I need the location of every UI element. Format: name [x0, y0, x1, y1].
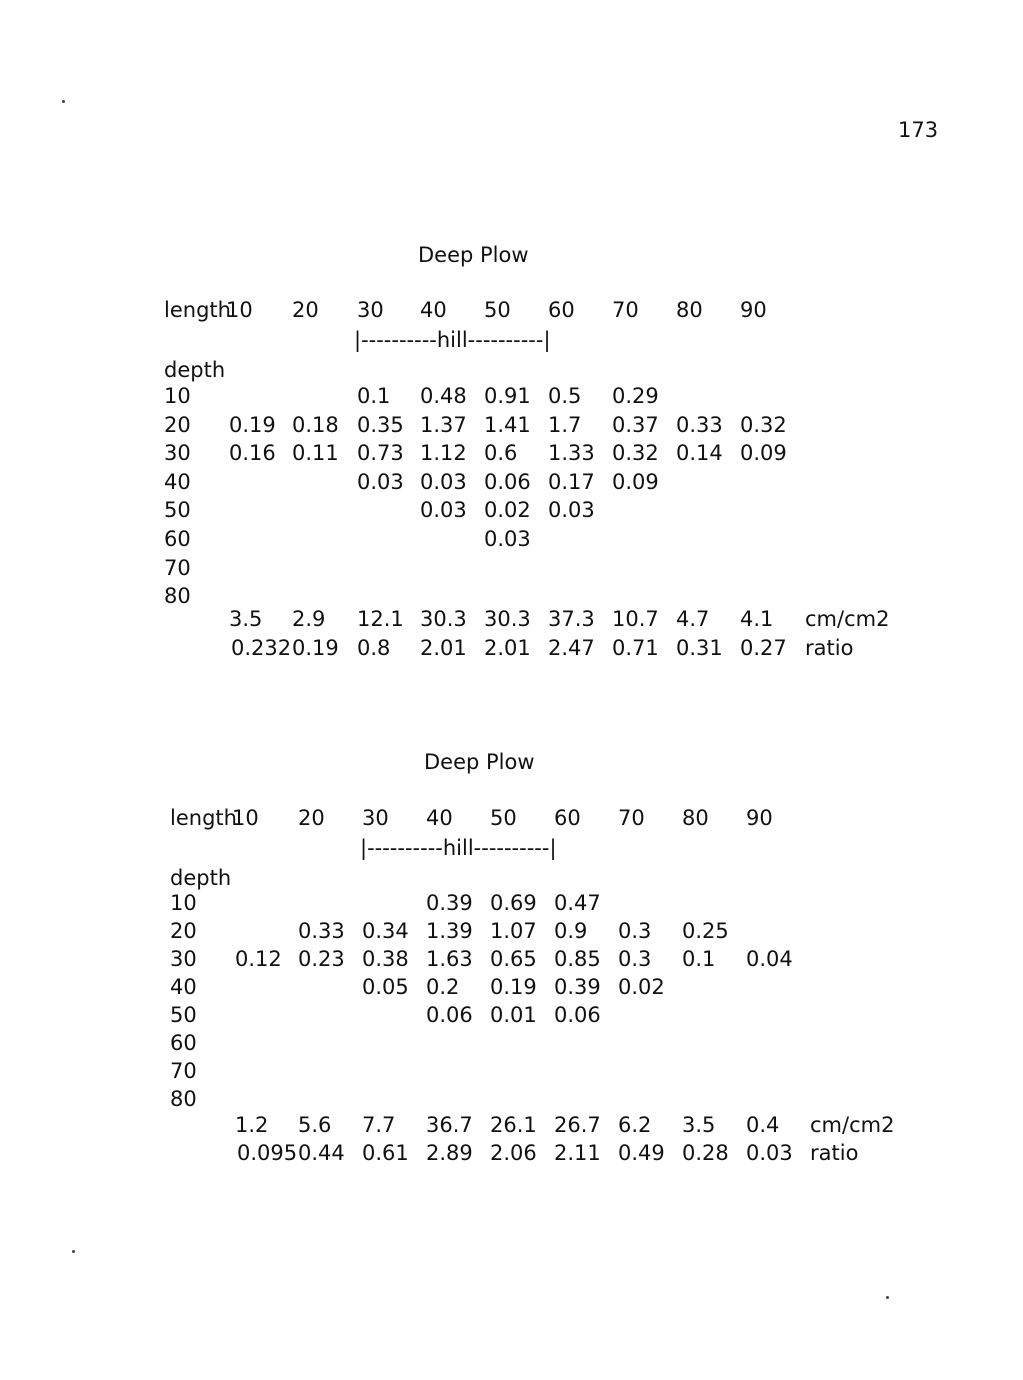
table-cell: 0.01 [490, 1003, 537, 1027]
length-header-50: 50 [490, 806, 517, 830]
table-cell: 0.2 [426, 975, 460, 999]
total-cell: 12.1 [357, 607, 404, 631]
table-cell: 0.35 [357, 412, 404, 437]
table-cell: 0.5 [548, 384, 582, 408]
table-cell: 0.48 [420, 384, 467, 408]
table-cell: 0.02 [618, 975, 665, 999]
table-cell: 0.16 [229, 441, 276, 466]
total-cell: 26.1 [490, 1113, 537, 1137]
depth-row-label: 50 [170, 1003, 197, 1027]
table-cell: 0.6 [484, 441, 518, 466]
totals-unit: cm/cm2 [805, 607, 890, 631]
depth-row-label: 50 [164, 498, 191, 523]
ratio-cell: 2.01 [420, 636, 467, 660]
table-cell: 0.39 [554, 975, 601, 999]
total-cell: 36.7 [426, 1113, 473, 1137]
length-header-90: 90 [746, 806, 773, 830]
table-cell: 0.1 [357, 384, 391, 408]
table-cell: 0.12 [235, 947, 282, 971]
total-cell: 4.7 [676, 607, 710, 631]
total-cell: 7.7 [362, 1113, 396, 1137]
ratio-cell: 0.232 [231, 636, 292, 660]
table-cell: 0.06 [426, 1003, 473, 1027]
table-cell: 0.03 [357, 469, 404, 494]
length-header-60: 60 [548, 298, 575, 322]
table-cell: 0.34 [362, 919, 409, 943]
length-header-40: 40 [426, 806, 453, 830]
ratio-cell: 0.03 [746, 1141, 793, 1165]
ratio-cell: 0.49 [618, 1141, 665, 1165]
table-cell: 0.47 [554, 891, 601, 915]
length-header-90: 90 [740, 298, 767, 322]
total-cell: 6.2 [618, 1113, 652, 1137]
hill-marker: |----------hill----------| [354, 328, 551, 352]
ratio-cell: 2.47 [548, 636, 595, 660]
table-title: Deep Plow [418, 243, 529, 267]
depth-row-label: 10 [164, 384, 191, 408]
table-cell: 1.39 [426, 919, 473, 943]
length-header-40: 40 [420, 298, 447, 322]
ratio-cell: 2.01 [484, 636, 531, 660]
table-cell: 0.32 [612, 441, 659, 466]
length-label: length [170, 806, 237, 830]
ratio-cell: 2.89 [426, 1141, 473, 1165]
table-cell: 0.91 [484, 384, 531, 408]
scan-speck [886, 1296, 889, 1299]
ratio-cell: 0.71 [612, 636, 659, 660]
length-header-20: 20 [292, 298, 319, 322]
total-cell: 10.7 [612, 607, 659, 631]
total-cell: 26.7 [554, 1113, 601, 1137]
depth-row-label: 40 [164, 469, 191, 494]
total-cell: 1.2 [235, 1113, 269, 1137]
table-cell: 0.19 [229, 412, 276, 437]
table-cell: 0.06 [484, 469, 531, 494]
ratio-cell: 0.28 [682, 1141, 729, 1165]
hill-marker: |----------hill----------| [360, 836, 557, 860]
table-cell: 0.17 [548, 469, 595, 494]
table-cell: 0.03 [548, 498, 595, 523]
ratio-cell: 0.61 [362, 1141, 409, 1165]
depth-row-label: 40 [170, 975, 197, 999]
table-cell: 1.37 [420, 412, 467, 437]
ratio-cell: 0.095 [237, 1141, 298, 1165]
table-cell: 0.37 [612, 412, 659, 437]
totals-unit: cm/cm2 [810, 1113, 895, 1137]
ratios-unit: ratio [805, 636, 854, 660]
table-cell: 0.14 [676, 441, 723, 466]
ratio-cell: 0.27 [740, 636, 787, 660]
table-cell: 0.3 [618, 947, 652, 971]
depth-row-label: 60 [164, 527, 191, 551]
depth-label: depth [164, 358, 226, 382]
table-cell: 0.3 [618, 919, 652, 943]
table-cell: 0.85 [554, 947, 601, 971]
deep-plow-table-1 [0, 0, 1023, 660]
depth-row-label: 30 [170, 947, 197, 971]
ratio-cell: 0.19 [292, 636, 339, 660]
ratio-cell: 0.31 [676, 636, 723, 660]
length-header-30: 30 [362, 806, 389, 830]
table-cell: 0.03 [420, 498, 467, 523]
table-cell: 0.18 [292, 412, 339, 437]
length-header-70: 70 [618, 806, 645, 830]
table-cell: 0.69 [490, 891, 537, 915]
ratio-cell: 0.44 [298, 1141, 345, 1165]
length-header-10: 10 [232, 806, 259, 830]
ratios-unit: ratio [810, 1141, 859, 1165]
table-cell: 0.04 [746, 947, 793, 971]
total-cell: 3.5 [682, 1113, 716, 1137]
table-cell: 0.73 [357, 441, 404, 466]
table-cell: 0.09 [740, 441, 787, 466]
depth-row-label: 70 [170, 1059, 197, 1083]
depth-row-label: 20 [170, 919, 197, 943]
depth-label: depth [170, 866, 232, 890]
depth-row-label: 10 [170, 891, 197, 915]
scan-speck [72, 1250, 75, 1253]
table-title: Deep Plow [424, 750, 535, 774]
table-cell: 1.07 [490, 919, 537, 943]
table-cell: 0.11 [292, 441, 339, 466]
ratio-cell: 2.11 [554, 1141, 601, 1165]
length-header-50: 50 [484, 298, 511, 322]
table-cell: 0.05 [362, 975, 409, 999]
table-cell: 0.39 [426, 891, 473, 915]
table-cell: 0.03 [420, 469, 467, 494]
table-cell: 0.65 [490, 947, 537, 971]
table-cell: 1.7 [548, 412, 582, 437]
table-cell: 0.03 [484, 527, 531, 551]
table-cell: 0.33 [676, 412, 723, 437]
scan-speck [62, 100, 65, 103]
table-cell: 1.33 [548, 441, 595, 466]
table-cell: 0.19 [490, 975, 537, 999]
length-header-80: 80 [682, 806, 709, 830]
total-cell: 0.4 [746, 1113, 780, 1137]
total-cell: 2.9 [292, 607, 326, 631]
total-cell: 37.3 [548, 607, 595, 631]
depth-row-label: 60 [170, 1031, 197, 1055]
depth-row-label: 80 [164, 584, 191, 609]
deep-plow-table-2 [0, 506, 1023, 1165]
table-cell: 0.32 [740, 412, 787, 437]
ratio-cell: 2.06 [490, 1141, 537, 1165]
depth-row-label: 30 [164, 441, 191, 466]
table-cell: 1.41 [484, 412, 531, 437]
table-cell: 0.09 [612, 469, 659, 494]
table-cell: 0.23 [298, 947, 345, 971]
length-header-20: 20 [298, 806, 325, 830]
depth-row-label: 80 [170, 1087, 197, 1111]
table-cell: 0.29 [612, 384, 659, 408]
length-header-70: 70 [612, 298, 639, 322]
table-cell: 1.12 [420, 441, 467, 466]
total-cell: 4.1 [740, 607, 774, 631]
table-cell: 0.25 [682, 919, 729, 943]
total-cell: 5.6 [298, 1113, 332, 1137]
length-header-60: 60 [554, 806, 581, 830]
table-cell: 1.63 [426, 947, 473, 971]
total-cell: 30.3 [484, 607, 531, 631]
table-cell: 0.02 [484, 498, 531, 523]
table-cell: 0.1 [682, 947, 716, 971]
page-number: 173 [898, 118, 939, 142]
length-header-30: 30 [357, 298, 384, 322]
ratio-cell: 0.8 [357, 636, 391, 660]
table-cell: 0.06 [554, 1003, 601, 1027]
length-header-10: 10 [226, 298, 253, 322]
depth-row-label: 70 [164, 555, 191, 580]
length-header-80: 80 [676, 298, 703, 322]
total-cell: 30.3 [420, 607, 467, 631]
total-cell: 3.5 [229, 607, 263, 631]
table-cell: 0.38 [362, 947, 409, 971]
table-cell: 0.33 [298, 919, 345, 943]
table-cell: 0.9 [554, 919, 588, 943]
length-label: length [164, 298, 231, 322]
depth-row-label: 20 [164, 412, 191, 437]
